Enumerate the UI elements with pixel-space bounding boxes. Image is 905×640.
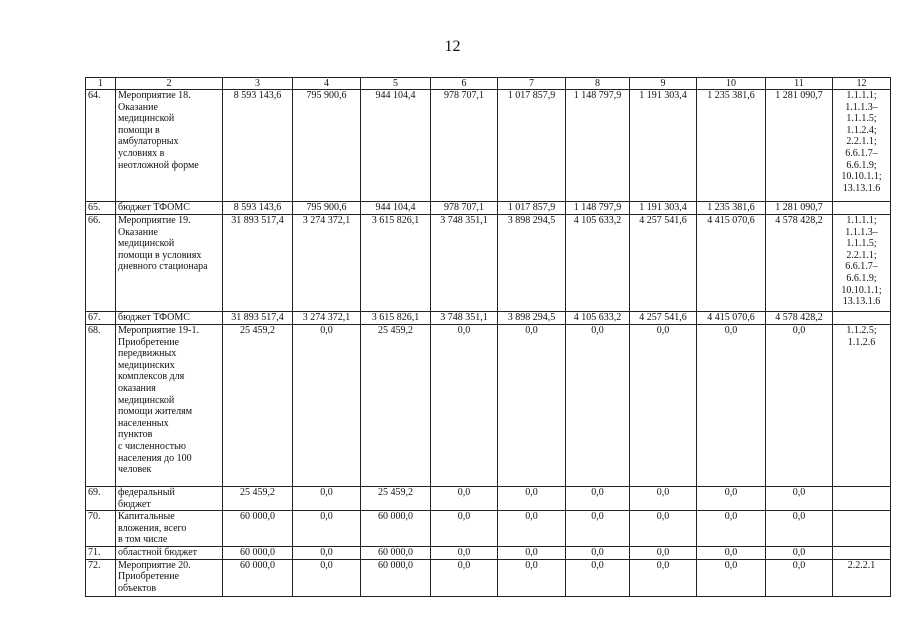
value-cell: 0,0 (697, 559, 766, 596)
value-cell: 0,0 (293, 511, 361, 547)
value-cell: 60 000,0 (223, 546, 293, 559)
row-number: 69. (86, 487, 116, 511)
value-cell: 3 274 372,1 (293, 215, 361, 312)
value-cell: 0,0 (498, 511, 566, 547)
table-row (86, 215, 891, 312)
value-cell: 3 748 351,1 (431, 215, 498, 312)
row-codes: 1.1.1.1; 1.1.1.3– 1.1.1.5; 2.2.1.1; 6.6.1.7– 6.6.1.9; 10.10.1.1; 13.13.1.6 (833, 215, 891, 312)
row-name: Мероприятие 19-1. Приобретение передвижных медицинских комплексов для оказания медицинской помощи жителям населенных пунктов с численностью населения до 100 человек (116, 325, 223, 487)
value-cell: 944 104,4 (361, 202, 431, 215)
value-cell: 1 148 797,9 (566, 90, 630, 202)
value-cell: 25 459,2 (223, 487, 293, 511)
value-cell: 25 459,2 (361, 325, 431, 487)
value-cell: 0,0 (566, 559, 630, 596)
value-cell: 0,0 (566, 487, 630, 511)
value-cell: 8 593 143,6 (223, 90, 293, 202)
value-cell: 8 593 143,6 (223, 202, 293, 215)
row-name: федеральный бюджет (116, 487, 223, 511)
budget-table (85, 77, 891, 597)
value-cell: 0,0 (498, 546, 566, 559)
value-cell: 0,0 (766, 487, 833, 511)
value-cell: 0,0 (566, 546, 630, 559)
value-cell: 1 148 797,9 (566, 202, 630, 215)
value-cell: 0,0 (293, 487, 361, 511)
row-number: 66. (86, 215, 116, 312)
row-number: 64. (86, 90, 116, 202)
table-row (86, 312, 891, 325)
value-cell: 4 578 428,2 (766, 312, 833, 325)
row-codes: 1.1.2.5; 1.1.2.6 (833, 325, 891, 487)
row-codes: 1.1.1.1; 1.1.1.3– 1.1.1.5; 1.1.2.4; 2.2.1.1; 6.6.1.7– 6.6.1.9; 10.10.1.1; 13.13.1.6 (833, 90, 891, 202)
row-codes (833, 511, 891, 547)
value-cell: 60 000,0 (361, 546, 431, 559)
value-cell: 0,0 (766, 546, 833, 559)
value-cell: 978 707,1 (431, 202, 498, 215)
value-cell: 0,0 (498, 325, 566, 487)
value-cell: 944 104,4 (361, 90, 431, 202)
value-cell: 0,0 (630, 559, 697, 596)
value-cell: 25 459,2 (223, 325, 293, 487)
table-row (86, 546, 891, 559)
value-cell: 4 257 541,6 (630, 215, 697, 312)
header-cell: 12 (833, 78, 891, 90)
value-cell: 0,0 (498, 487, 566, 511)
header-cell: 10 (697, 78, 766, 90)
row-name: бюджет ТФОМС (116, 202, 223, 215)
row-number: 68. (86, 325, 116, 487)
row-number: 72. (86, 559, 116, 596)
value-cell: 31 893 517,4 (223, 312, 293, 325)
value-cell: 1 191 303,4 (630, 202, 697, 215)
value-cell: 0,0 (766, 511, 833, 547)
row-number: 65. (86, 202, 116, 215)
value-cell: 0,0 (630, 325, 697, 487)
table-body (86, 78, 891, 597)
header-cell: 1 (86, 78, 116, 90)
value-cell: 0,0 (431, 325, 498, 487)
value-cell: 60 000,0 (223, 511, 293, 547)
value-cell: 795 900,6 (293, 202, 361, 215)
value-cell: 1 281 090,7 (766, 202, 833, 215)
value-cell: 3 274 372,1 (293, 312, 361, 325)
row-number: 71. (86, 546, 116, 559)
row-codes (833, 546, 891, 559)
value-cell: 4 257 541,6 (630, 312, 697, 325)
row-name: Капитальные вложения, всего в том числе (116, 511, 223, 547)
row-number: 67. (86, 312, 116, 325)
value-cell: 0,0 (498, 559, 566, 596)
value-cell: 3 898 294,5 (498, 312, 566, 325)
value-cell: 1 281 090,7 (766, 90, 833, 202)
table-row (86, 559, 891, 596)
header-cell: 7 (498, 78, 566, 90)
value-cell: 60 000,0 (361, 559, 431, 596)
header-cell: 3 (223, 78, 293, 90)
header-cell: 9 (630, 78, 697, 90)
value-cell: 3 898 294,5 (498, 215, 566, 312)
value-cell: 4 105 633,2 (566, 312, 630, 325)
table-row (86, 202, 891, 215)
value-cell: 4 578 428,2 (766, 215, 833, 312)
value-cell: 0,0 (431, 559, 498, 596)
value-cell: 0,0 (566, 325, 630, 487)
value-cell: 4 415 070,6 (697, 215, 766, 312)
row-codes (833, 312, 891, 325)
value-cell: 3 748 351,1 (431, 312, 498, 325)
row-name: Мероприятие 20. Приобретение объектов (116, 559, 223, 596)
value-cell: 0,0 (697, 511, 766, 547)
value-cell: 0,0 (431, 546, 498, 559)
table-row (86, 511, 891, 547)
value-cell: 0,0 (431, 487, 498, 511)
value-cell: 3 615 826,1 (361, 312, 431, 325)
value-cell: 31 893 517,4 (223, 215, 293, 312)
value-cell: 978 707,1 (431, 90, 498, 202)
value-cell: 0,0 (697, 487, 766, 511)
table-row (86, 325, 891, 487)
header-cell: 4 (293, 78, 361, 90)
header-cell: 5 (361, 78, 431, 90)
value-cell: 0,0 (293, 546, 361, 559)
row-codes: 2.2.2.1 (833, 559, 891, 596)
value-cell: 4 105 633,2 (566, 215, 630, 312)
value-cell: 60 000,0 (361, 511, 431, 547)
value-cell: 1 017 857,9 (498, 90, 566, 202)
value-cell: 0,0 (630, 511, 697, 547)
value-cell: 0,0 (766, 559, 833, 596)
value-cell: 0,0 (630, 487, 697, 511)
value-cell: 3 615 826,1 (361, 215, 431, 312)
table-row (86, 90, 891, 202)
value-cell: 795 900,6 (293, 90, 361, 202)
row-name: областной бюджет (116, 546, 223, 559)
value-cell: 0,0 (630, 546, 697, 559)
row-name: Мероприятие 18. Оказание медицинской помощи в амбулаторных условиях в неотложной форме (116, 90, 223, 202)
header-cell: 6 (431, 78, 498, 90)
value-cell: 1 235 381,6 (697, 202, 766, 215)
value-cell: 4 415 070,6 (697, 312, 766, 325)
value-cell: 1 017 857,9 (498, 202, 566, 215)
page-number: 12 (444, 38, 461, 55)
header-cell: 11 (766, 78, 833, 90)
value-cell: 25 459,2 (361, 487, 431, 511)
value-cell: 0,0 (431, 511, 498, 547)
table-row (86, 487, 891, 511)
row-codes (833, 202, 891, 215)
value-cell: 60 000,0 (223, 559, 293, 596)
value-cell: 0,0 (566, 511, 630, 547)
row-number: 70. (86, 511, 116, 547)
header-row (86, 78, 891, 90)
value-cell: 0,0 (766, 325, 833, 487)
value-cell: 1 235 381,6 (697, 90, 766, 202)
value-cell: 0,0 (293, 559, 361, 596)
value-cell: 0,0 (697, 325, 766, 487)
row-name: бюджет ТФОМС (116, 312, 223, 325)
value-cell: 1 191 303,4 (630, 90, 697, 202)
header-cell: 2 (116, 78, 223, 90)
value-cell: 0,0 (697, 546, 766, 559)
row-codes (833, 487, 891, 511)
row-name: Мероприятие 19. Оказание медицинской помощи в условиях дневного стационара (116, 215, 223, 312)
header-cell: 8 (566, 78, 630, 90)
value-cell: 0,0 (293, 325, 361, 487)
